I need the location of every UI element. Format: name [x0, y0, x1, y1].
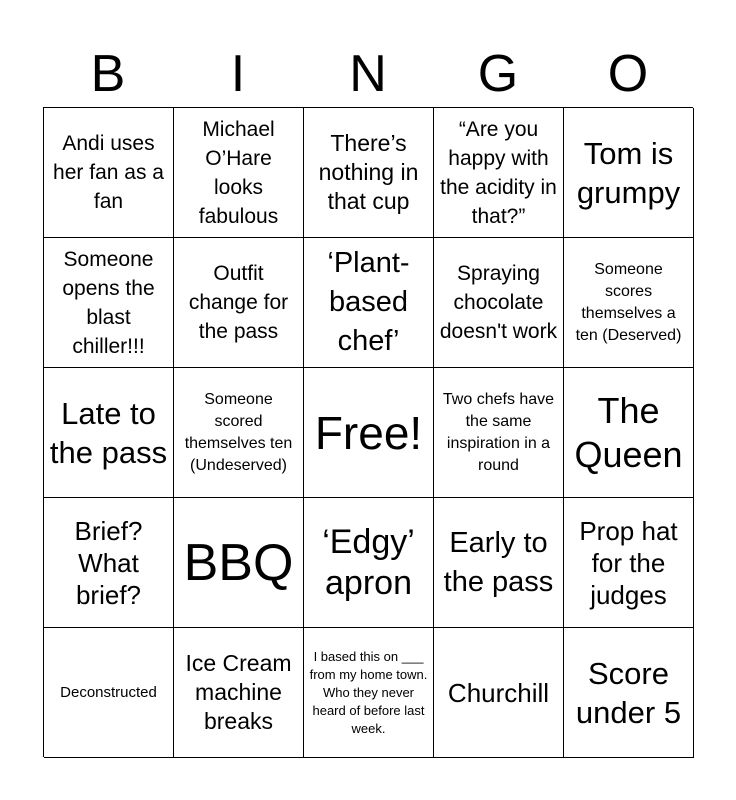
cell-text: Deconstructed	[60, 684, 157, 701]
header-letter-b: B	[90, 45, 126, 103]
cell-text: The Queen	[574, 389, 683, 475]
bingo-cell[interactable]	[434, 628, 564, 758]
bingo-cell[interactable]	[564, 368, 694, 498]
cell-text: BBQ	[183, 533, 294, 592]
bingo-cell[interactable]	[304, 238, 434, 368]
bingo-cell[interactable]	[44, 628, 174, 758]
header-letter-i: I	[230, 45, 246, 103]
bingo-cell[interactable]	[44, 108, 174, 238]
cell-text: Prop hat for the judges	[579, 515, 678, 610]
bingo-cell[interactable]	[44, 238, 174, 368]
bingo-cell[interactable]	[434, 368, 564, 498]
cell-text: “Are you happy with the acidity in that?”	[440, 117, 557, 228]
bingo-cell[interactable]	[304, 108, 434, 238]
cell-text: Brief? What brief?	[74, 515, 143, 610]
cell-text: Someone scored themselves ten (Undeserved)	[184, 390, 293, 474]
bingo-cell[interactable]	[304, 628, 434, 758]
cell-text: Someone opens the blast chiller!!!	[62, 247, 155, 358]
cell-text: Tom is grumpy	[576, 135, 681, 210]
bingo-header	[43, 40, 693, 108]
cell-text: Churchill	[447, 677, 550, 708]
cell-text: Free!	[314, 406, 423, 459]
bingo-cell[interactable]	[434, 108, 564, 238]
header-letter-n: N	[349, 45, 387, 103]
bingo-cell[interactable]	[564, 108, 694, 238]
header-letter-o: O	[607, 45, 649, 103]
bingo-cell[interactable]	[564, 498, 694, 628]
bingo-grid	[43, 107, 693, 757]
cell-text: ‘Plant-based chef’	[327, 247, 410, 357]
bingo-cell[interactable]	[174, 628, 304, 758]
cell-text: Score under 5	[575, 655, 682, 730]
bingo-cell[interactable]	[174, 108, 304, 238]
cell-text: Michael O’Hare looks fabulous	[198, 117, 279, 228]
bingo-cell[interactable]	[434, 498, 564, 628]
bingo-cell[interactable]	[564, 238, 694, 368]
cell-text: Spraying chocolate doesn't work	[439, 262, 558, 343]
bingo-cell[interactable]	[434, 238, 564, 368]
bingo-cell-free[interactable]	[304, 368, 434, 498]
cell-text: Ice Cream machine breaks	[185, 650, 292, 734]
cell-text: Someone scores themselves a ten (Deserved)	[575, 260, 682, 344]
bingo-cell[interactable]	[174, 238, 304, 368]
cell-text: Andi uses her fan as a fan	[53, 132, 164, 213]
bingo-cell[interactable]	[564, 628, 694, 758]
cell-text: ‘Edgy’ apron	[322, 522, 415, 602]
cell-text: There’s nothing in that cup	[318, 130, 419, 214]
cell-text: Late to the pass	[49, 395, 168, 470]
header-letter-g: G	[477, 45, 519, 103]
cell-text: Two chefs have the same inspiration in a round	[442, 390, 555, 474]
bingo-cell[interactable]	[44, 498, 174, 628]
bingo-cell[interactable]	[174, 498, 304, 628]
bingo-cell[interactable]	[174, 368, 304, 498]
cell-text: Outfit change for the pass	[188, 262, 289, 343]
cell-text: I based this on ___ from my home town. Who they never heard of before last week.	[309, 648, 428, 736]
bingo-cell[interactable]	[44, 368, 174, 498]
bingo-cell[interactable]	[304, 498, 434, 628]
cell-text: Early to the pass	[443, 526, 554, 598]
